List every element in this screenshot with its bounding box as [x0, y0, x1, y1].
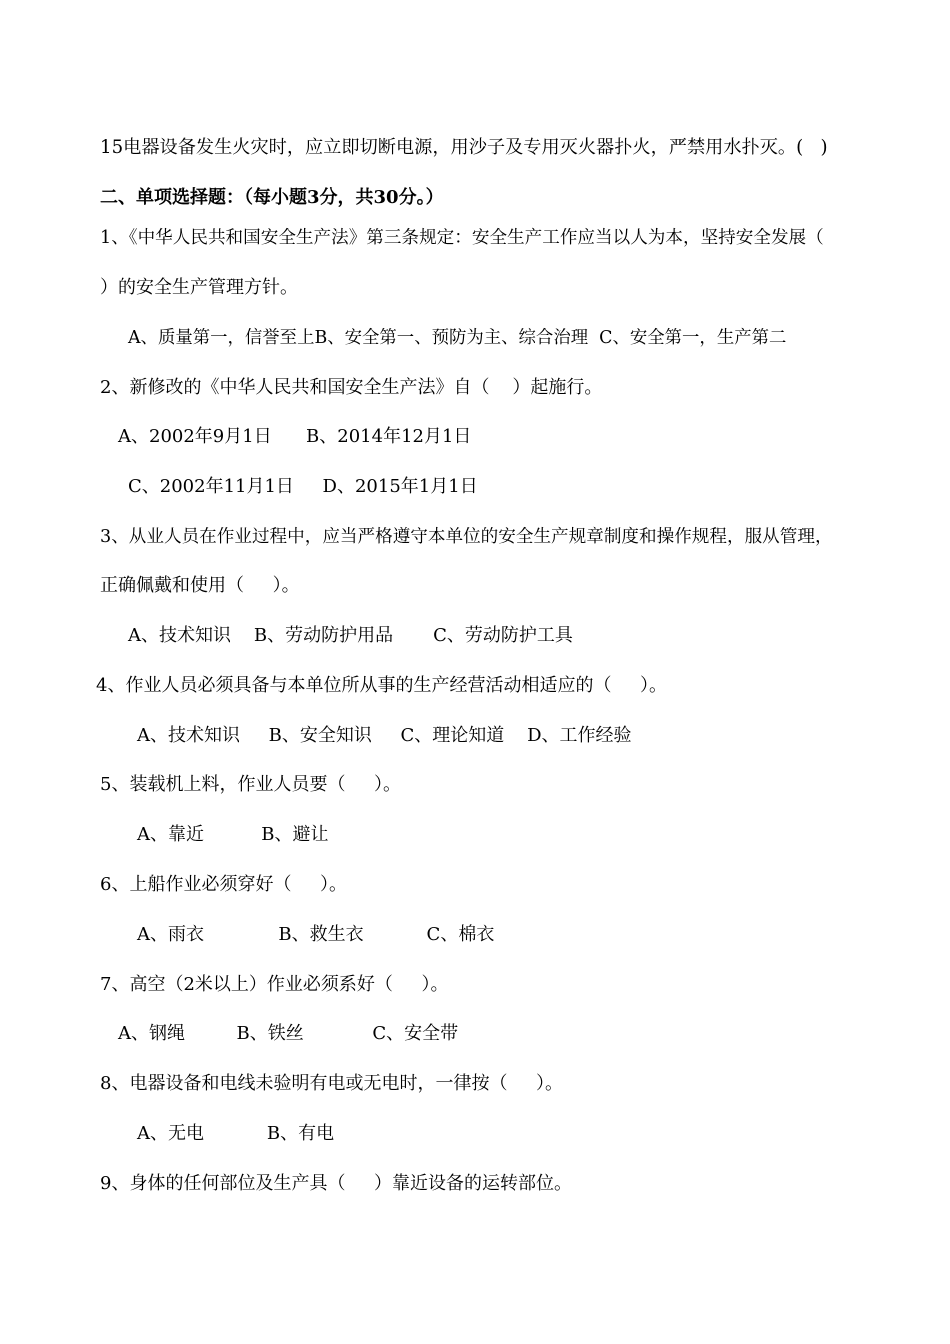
- question-4-options: A、技术知识 B、安全知识 C、理论知道 D、工作经验: [137, 725, 632, 746]
- question-1-text-line1: 1、《中华人民共和国安全生产法》第三条规定：安全生产工作应当以人为本，坚持安全发展（: [100, 228, 824, 248]
- question-15-text: 15电器设备发生火灾时，应立即切断电源，用沙子及专用灭火器扑火，严禁用水扑灭。( ): [100, 137, 828, 158]
- question-1-text-line2: ）的安全生产管理方针。: [100, 277, 298, 298]
- question-6-text: 6、上船作业必须穿好（ ）。: [100, 874, 348, 895]
- question-9-text: 9、身体的任何部位及生产具（ ）靠近设备的运转部位。: [100, 1173, 573, 1194]
- question-3-options: A、技术知识 B、劳动防护用品 C、劳动防护工具: [128, 625, 573, 646]
- question-7-options: A、钢绳 B、铁丝 C、安全带: [118, 1023, 459, 1044]
- question-1-options: A、质量第一，信誉至上B、安全第一、预防为主、综合治理 C、安全第一，生产第二: [128, 328, 787, 348]
- question-6-options: A、雨衣 B、救生衣 C、棉衣: [137, 924, 495, 945]
- section-heading: 二、单项选择题：（每小题3分，共30分。）: [100, 187, 444, 208]
- question-4-text: 4、作业人员必须具备与本单位所从事的生产经营活动相适应的（ ）。: [96, 675, 668, 696]
- question-8-options: A、无电 B、有电: [137, 1123, 335, 1144]
- question-3-text-line2: 正确佩戴和使用（ ）。: [100, 575, 300, 596]
- question-2-options-row2: C、2002年11月1日 D、2015年1月1日: [128, 476, 478, 497]
- question-2-options-row1: A、2002年9月1日 B、2014年12月1日: [118, 426, 472, 447]
- question-8-text: 8、电器设备和电线未验明有电或无电时，一律按（ ）。: [100, 1073, 564, 1094]
- question-7-text: 7、高空（2米以上）作业必须系好（ ）。: [100, 974, 449, 995]
- question-5-text: 5、装载机上料，作业人员要（ ）。: [100, 774, 402, 795]
- question-2-text: 2、新修改的《中华人民共和国安全生产法》自（ ）起施行。: [100, 377, 603, 398]
- question-3-text-line1: 3、从业人员在作业过程中，应当严格遵守本单位的安全生产规章制度和操作规程，服从管理，: [100, 527, 833, 547]
- question-5-options: A、靠近 B、避让: [137, 824, 329, 845]
